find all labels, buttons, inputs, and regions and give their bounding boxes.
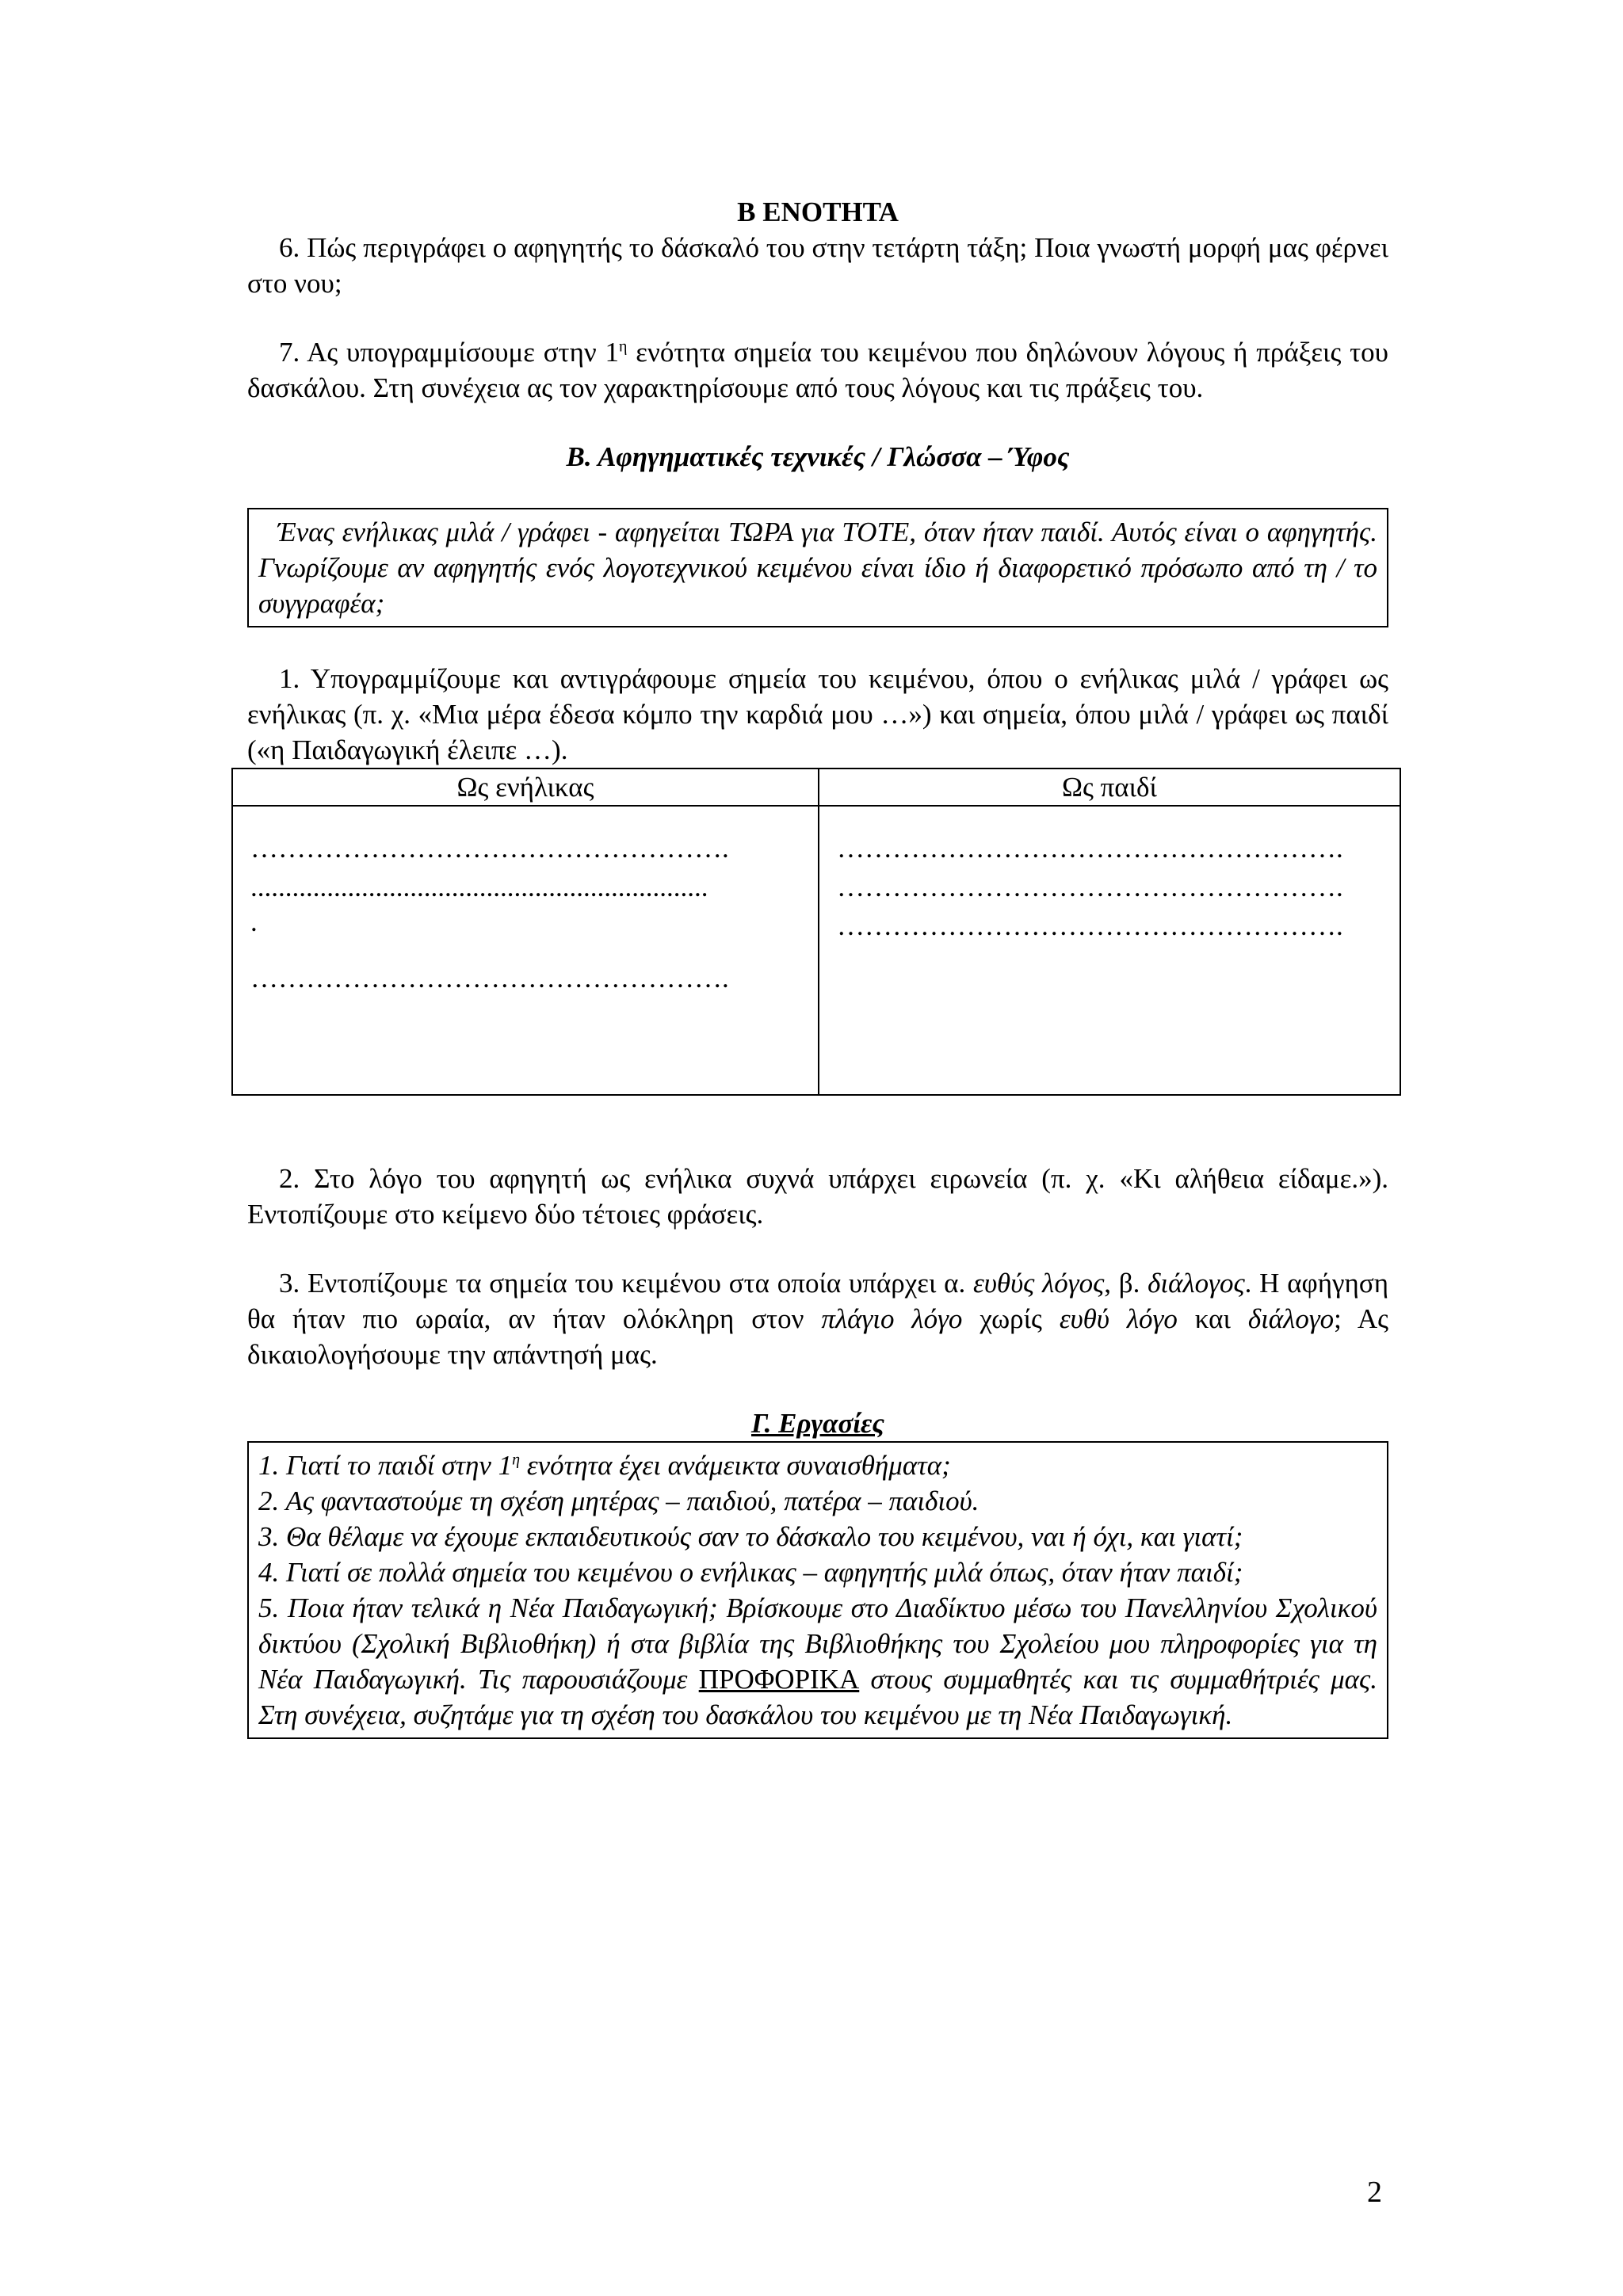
task-3: 3. Θα θέλαμε να έχουμε εκπαιδευτικούς σαν το δάσκαλο του κειμένου, ναι ή όχι, και γιατί;	[258, 1521, 1243, 1552]
task-1	[258, 1447, 1377, 1483]
comparison-table-body	[232, 806, 1400, 1095]
comparison-table-header	[232, 769, 1400, 806]
exercise-b2: 2. Στο λόγο του αφηγητή ως ενήλικα συχνά υπάρχει ειρωνεία (π. χ. «Κι αλήθεια είδαμε.»). Εντοπίζουμε στο κείμενο δύο τέτοιες φράσεις.	[247, 1163, 1388, 1230]
exercise-b3	[247, 1265, 1388, 1372]
part-c-title: Γ. Εργασίες	[750, 1408, 884, 1439]
b3-term-direct-speech: ευθύς λόγος	[973, 1268, 1105, 1299]
task-1-end: ενότητα έχει ανάμεικτα συναισθήματα;	[520, 1450, 951, 1481]
task-1-sup: η	[512, 1451, 521, 1469]
b3-term-dialogue-2: διάλογο	[1247, 1303, 1335, 1334]
exercise-b1: 1. Υπογραμμίζουμε και αντιγράφουμε σημεία του κειμένου, όπου ο ενήλικας μιλά / γράφει ως ενήλικας (π. χ. «Μια μέρα έδεσα κόμπο την καρδιά μου …») και σημεία, όπου μιλά / γράφει ως παιδί («η Παιδαγωγική έλειπε …).	[247, 663, 1388, 765]
answer-dots-line: ……………………………………………….	[837, 910, 1343, 941]
task-5-end: στους συμμαθητές και τις συμμαθήτριές μας. Στη συνέχεια, συζητάμε για τη σχέση του δασκάλου του κειμένου με τη Νέα Παιδαγωγική.	[258, 1664, 1377, 1730]
task-2: 2. Ας φανταστούμε τη σχέση μητέρας – παιδιού, πατέρα – παιδιού.	[258, 1486, 980, 1516]
b3-text-3: . Η αφήγηση θα ήταν πιο ωραία, αν ήταν ολόκληρη στον	[247, 1268, 1388, 1334]
question-6: 6. Πώς περιγράφει ο αφηγητής το δάσκαλό του στην τετάρτη τάξη; Ποια γνωστή μορφή μας φέρνει στο νου;	[247, 232, 1388, 299]
col-header-adult: Ως ενήλικας	[232, 769, 819, 806]
comparison-table	[231, 768, 1401, 1096]
b3-text-1: 3. Εντοπίζουμε τα σημεία του κειμένου στα οποία υπάρχει α.	[279, 1268, 974, 1299]
question-7	[247, 334, 1388, 406]
b3-text-4: χωρίς	[962, 1303, 1060, 1334]
b3-text-5: και	[1177, 1303, 1248, 1334]
task-5-start: 5. Ποια ήταν τελικά η Νέα Παιδαγωγική; Βρίσκουμε στο Διαδίκτυο μέσω του Πανελληνίου Σχολικού δικτύου (Σχολική Βιβλιοθήκη) ή στα βιβλία της Βιβλιοθήκης του Σχολείου μου πληροφορίες για τη Νέα Παιδαγωγική. Τις παρουσιάζουμε	[258, 1592, 1377, 1695]
question-7-sup: η	[619, 338, 628, 356]
answer-dots-line: ..................................................................	[250, 871, 708, 902]
part-b-title: Β. Αφηγηματικές τεχνικές / Γλώσσα – Ύφος	[566, 441, 1070, 472]
task-5	[258, 1590, 1377, 1733]
answer-dots-line: …………………………………………….	[250, 833, 729, 864]
answer-dots-line: ……………………………………………….	[837, 871, 1343, 902]
intro-box	[247, 508, 1388, 627]
b3-text-2: , β.	[1104, 1268, 1148, 1299]
child-answer-cell	[819, 806, 1400, 1095]
b3-term-direct-speech-2: ευθύ λόγο	[1059, 1303, 1178, 1334]
adult-answer-cell	[232, 806, 819, 1095]
page-number: 2	[1367, 2176, 1382, 2209]
answer-dots-line: ……………………………………………….	[837, 833, 1343, 864]
section-title: Β ΕΝΟΤΗΤΑ	[737, 196, 899, 227]
task-4: 4. Γιατί σε πολλά σημεία του κειμένου ο ενήλικας – αφηγητής μιλά όπως, όταν ήταν παιδί;	[258, 1557, 1243, 1588]
question-7-start: 7. Ας υπογραμμίσουμε στην 1	[279, 337, 620, 368]
answer-dots-line: …………………………………………….	[250, 963, 729, 994]
b3-term-dialogue: διάλογος	[1148, 1268, 1245, 1299]
col-header-child: Ως παιδί	[819, 769, 1400, 806]
b3-term-indirect-speech: πλάγιο λόγο	[821, 1303, 963, 1334]
question-7-end: ενότητα σημεία του κειμένου που δηλώνουν λόγους ή πράξεις του δασκάλου. Στη συνέχεια ας τον χαρακτηρίσουμε από τους λόγους και τις πράξεις του.	[247, 337, 1388, 403]
b3-text-6: ; Ας δικαιολογήσουμε την απάντησή μας.	[247, 1303, 1389, 1370]
tasks-box	[247, 1441, 1388, 1739]
task-1-start: 1. Γιατί το παιδί στην 1	[258, 1450, 513, 1481]
answer-dots-line: .	[250, 906, 258, 937]
intro-box-text: Ένας ενήλικας μιλά / γράφει - αφηγείται ΤΩΡΑ για ΤΟΤΕ, όταν ήταν παιδί. Αυτός είναι ο αφηγητής. Γνωρίζουμε αν αφηγητής ενός λογοτεχνικού κειμένου είναι ίδιο ή διαφορετικό πρόσωπο από τη / το συγγραφέα;	[258, 517, 1377, 619]
task-5-underlined-word: ΠΡΟΦΟΡΙΚΑ	[698, 1664, 860, 1695]
page-content	[247, 194, 1388, 1739]
